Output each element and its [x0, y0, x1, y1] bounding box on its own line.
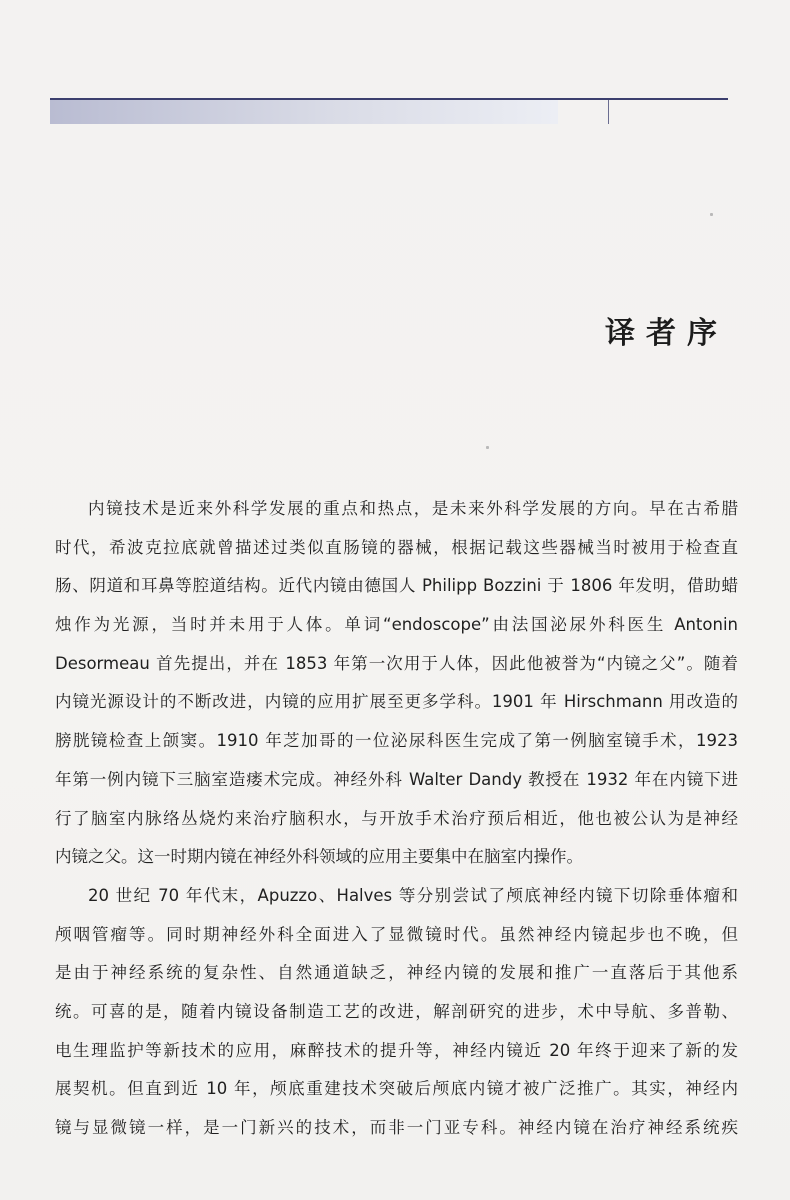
- header-divider-tick: [608, 100, 609, 124]
- text-line: 年第一例内镜下三脑室造瘘术完成。神经外科 Walter Dandy 教授在 1932 年在内镜下进: [55, 769, 738, 789]
- text-line: 镜与显微镜一样，是一门新兴的技术，而非一门亚专科。神经内镜在治疗神经系统疾: [55, 1118, 738, 1137]
- text-line: 烛作为光源，当时并未用于人体。单词“endoscope”由法国泌尿外科医生 Antonin: [55, 615, 738, 635]
- text-line: 内镜光源设计的不断改进，内镜的应用扩展至更多学科。1901 年 Hirschmann 用改造的: [55, 692, 738, 712]
- text-line: 行了脑室内脉络丛烧灼来治疗脑积水，与开放手术治疗预后相近，他也被公认为是神经: [55, 808, 738, 828]
- text-line: 展契机。但直到近 10 年，颅底重建技术突破后颅底内镜才被广泛推广。其实，神经内: [55, 1079, 738, 1099]
- text-line: 时代，希波克拉底就曾描述过类似直肠镜的器械，根据记载这些器械当时被用于检查直: [55, 537, 738, 557]
- body-text: [55, 490, 738, 1148]
- text-line: 20 世纪 70 年代末，Apuzzo、Halves 等分别尝试了颅底神经内镜下切除垂体瘤和: [88, 885, 738, 905]
- header-decoration-band: [50, 98, 728, 124]
- text-line: 内镜技术是近来外科学发展的重点和热点，是未来外科学发展的方向。早在古希腊: [88, 499, 738, 518]
- text-line: 是由于神经系统的复杂性、自然通道缺乏，神经内镜的发展和推广一直落后于其他系: [55, 963, 738, 983]
- text-line: 颅咽管瘤等。同时期神经外科全面进入了显微镜时代。虽然神经内镜起步也不晚，但: [55, 924, 738, 944]
- text-line: 膀胱镜检查上颌窦。1910 年芝加哥的一位泌尿科医生完成了第一例脑室镜手术，1923: [55, 731, 738, 751]
- scan-speck: [486, 446, 489, 449]
- text-line: 统。可喜的是，随着内镜设备制造工艺的改进，解剖研究的进步，术中导航、多普勒、: [55, 1001, 738, 1021]
- text-line: 电生理监护等新技术的应用，麻醉技术的提升等，神经内镜近 20 年终于迎来了新的发: [55, 1040, 738, 1060]
- paragraph: [55, 877, 738, 1148]
- page-title: 译者序: [605, 316, 728, 351]
- header-gradient-bar: [50, 100, 558, 124]
- text-line: Desormeau 首先提出，并在 1853 年第一次用于人体，因此他被誉为“内镜之父”。随着: [55, 653, 738, 673]
- paragraph: [55, 490, 738, 877]
- text-line: 肠、阴道和耳鼻等腔道结构。近代内镜由德国人 Philipp Bozzini 于 1806 年发明，借助蜡: [55, 576, 738, 596]
- text-line: 内镜之父。这一时期内镜在神经外科领域的应用主要集中在脑室内操作。: [55, 847, 583, 867]
- scan-speck: [710, 213, 713, 216]
